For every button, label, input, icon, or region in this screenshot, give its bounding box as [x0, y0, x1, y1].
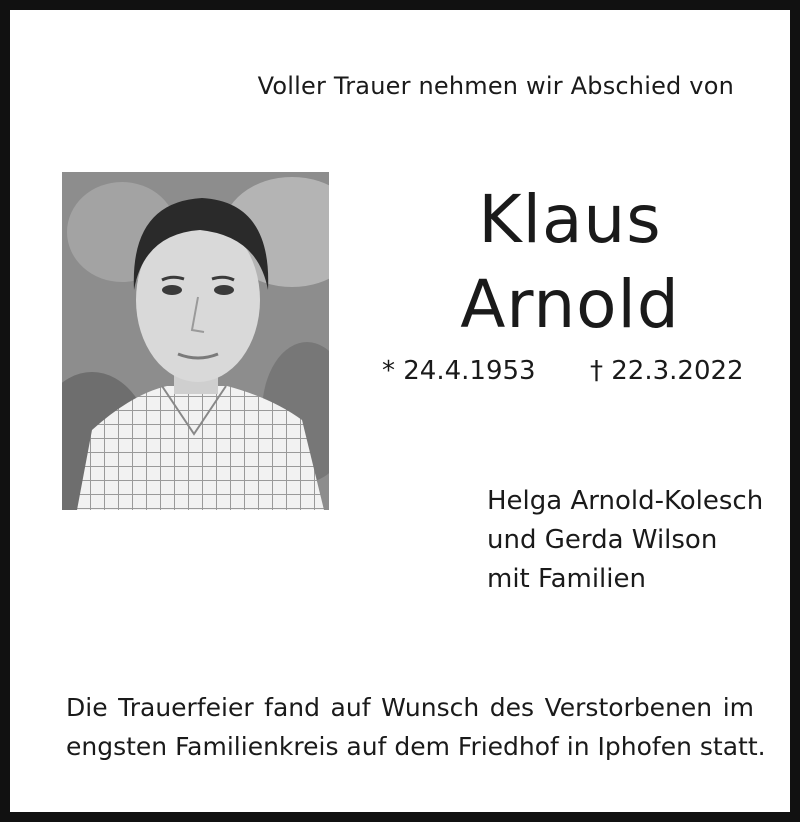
intro-text: Voller Trauer nehmen wir Abschied von: [257, 72, 734, 100]
deceased-first-name: Klaus: [478, 181, 662, 258]
notice-line: engsten Familienkreis auf dem Friedhof in Iphofen statt.: [66, 732, 766, 761]
mourners-list: [487, 482, 763, 599]
mourner-line: mit Familien: [487, 564, 646, 594]
notice-line: Die Trauerfeier fand auf Wunsch des Verstorbenen im: [66, 693, 754, 722]
death-date: † 22.3.2022: [590, 356, 744, 386]
deceased-last-name: Arnold: [460, 266, 680, 343]
mourner-line: Helga Arnold-Kolesch: [487, 486, 764, 516]
funeral-notice: [66, 688, 766, 766]
mourner-line: und Gerda Wilson: [487, 525, 718, 555]
birth-date: * 24.4.1953: [382, 356, 536, 386]
portrait-photo: [62, 172, 329, 510]
